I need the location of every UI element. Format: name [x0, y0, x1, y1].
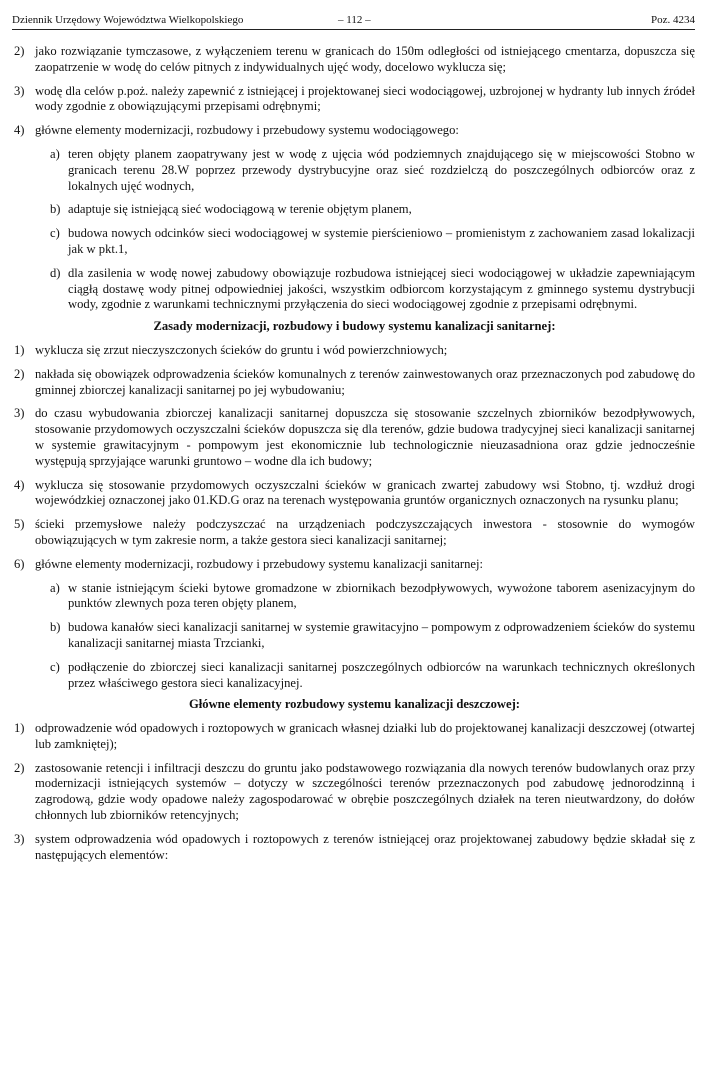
item-text: jako rozwiązanie tymczasowe, z wyłączeniem terenu w granicach do 150m odległości od istniejącego cmentarza, dopuszcza się zaopatrzenie w wodę do celów pitnych z indywidualnych ujęć wody, docelowo wyklucza się;	[35, 44, 695, 74]
item-number: 3)	[14, 406, 25, 421]
item-number: 2)	[14, 366, 25, 381]
section-heading-sanitary: Zasady modernizacji, rozbudowy i budowy systemu kanalizacji sanitarnej:	[153, 319, 556, 334]
journal-title: Dziennik Urzędowy Województwa Wielkopolskiego	[12, 14, 244, 26]
item-number: 2)	[14, 44, 25, 58]
subitem-text: budowa nowych odcinków sieci wodociągowej w systemie pierścieniowo – promienistym z zachowaniem zasad lokalizacji jak w pkt.1,	[68, 226, 695, 256]
item-text: system odprowadzenia wód opadowych i roztopowych z terenów istniejącej oraz projektowanej zabudowy będzie składał się z następujących elementów:	[35, 831, 695, 862]
sub-list-item	[14, 660, 695, 692]
sub-list-item	[14, 266, 695, 313]
item-text: do czasu wybudowania zbiorczej kanalizacji sanitarnej dopuszcza się stosowanie szczelnych zbiorników bezodpływowych, stosowanie przydomowych oczyszczalni ścieków dopuszcza się dla terenów, gdzie budowa tradycyjnej sieci kanalizacji sanitarnej w systemie grawitacyjnym - pompowym jest ekonomicznie lub technologicznie nieuzasadniona oraz gdzie jednocześnie występują sprzyjające warunki gruntowo – wodne dla ich budowy;	[35, 406, 695, 468]
section-heading-storm: Główne elementy rozbudowy systemu kanalizacji deszczowej:	[188, 697, 520, 712]
item-number: 3)	[14, 83, 25, 98]
sub-list-item	[14, 620, 695, 652]
subitem-text: dla zasilenia w wodę nowej zabudowy obowiązuje rozbudowa istniejącej sieci wodociągowej w układzie zapewniającym ciągłą dostawę wody pitnej odpowiedniej jakości, wszystkim odbiorcom korzystającym z gminnego systemu dystrybucji wody, zgodnie z warunkami technicznymi przyłączenia do sieci wodociągowej zgodnie z przepisami odrębnymi.	[68, 265, 695, 312]
list-item	[14, 343, 695, 359]
page-header	[12, 11, 695, 30]
list-item	[14, 721, 695, 753]
subitem-letter: c)	[50, 226, 60, 241]
subitem-letter: b)	[50, 202, 61, 217]
item-text: wyklucza się zrzut nieczyszczonych ścieków do gruntu i wód powierzchniowych;	[35, 342, 448, 357]
item-text: nakłada się obowiązek odprowadzenia ścieków komunalnych z terenów zainwestowanych oraz przeznaczonych pod zabudowę do gminnej zbiorczej kanalizacji sanitarnej po jej wybudowaniu;	[35, 366, 695, 397]
subitem-letter: a)	[50, 146, 60, 161]
page-number: – 112 –	[338, 14, 371, 26]
list-item	[14, 478, 695, 510]
subitem-text: podłączenie do zbiorczej sieci kanalizacji sanitarnej poszczególnych odbiorców na warunkach technicznych określonych przez właściwego gestora sieci kanalizacyjnej.	[68, 659, 695, 690]
list-item	[14, 44, 695, 76]
item-text: zastosowanie retencji i infiltracji deszczu do gruntu jako podstawowego rozwiązania dla nowych terenów budowlanych oraz przy modernizacji istniejących systemów – dotyczy w szczególności terenów przeznaczonych pod zabudowę jednorodzinną i zagrodową, gdzie wody opadowe należy zagospodarować w obrębie poszczególnych działek na teren nieutwardzony, do dołów chłonnych lub zbiorników retencyjnych;	[35, 760, 695, 823]
subitem-text: w stanie istniejącym ścieki bytowe gromadzone w zbiornikach bezodpływowych, wywożone taborem asenizacyjnym do punktów zlewnych poza teren objęty planem,	[68, 580, 695, 611]
sub-list-item	[14, 581, 695, 613]
list-item	[14, 557, 695, 573]
item-number: 5)	[14, 517, 25, 532]
item-text: wodę dla celów p.poż. należy zapewnić z istniejącej i projektowanej sieci wodociągowej, uzbrojonej w hydranty lub innych źródeł wody zgodnie z obowiązującymi przepisami odrębnymi;	[35, 83, 695, 114]
document-body	[14, 44, 695, 871]
item-text: wyklucza się stosowanie przydomowych oczyszczalni ścieków w granicach zwartej zabudowy wsi Stobno, tj. wzdłuż drogi wojewódzkiej oznaczonej jako 01.KD.G oraz na terenach występowania gruntów organicznych oznaczonych na rysunku planu;	[35, 477, 695, 508]
subitem-text: budowa kanałów sieci kanalizacji sanitarnej w systemie grawitacyjno – pompowym z odprowadzeniem ścieków do systemu kanalizacji sanitarnej miasta Trzcianki,	[68, 620, 695, 650]
list-item	[14, 367, 695, 399]
item-number: 6)	[14, 556, 25, 571]
sub-list-item	[14, 226, 695, 258]
list-item	[14, 832, 695, 864]
subitem-letter: a)	[50, 580, 60, 595]
item-text: ścieki przemysłowe należy podczyszczać na urządzeniach podczyszczających inwestora - stosownie do wymogów obowiązujących w tym zakresie norm, a także gestora sieci kanalizacji sanitarnej;	[35, 517, 695, 547]
position-number: Poz. 4234	[651, 14, 695, 26]
item-number: 4)	[14, 123, 25, 138]
subitem-letter: d)	[50, 265, 61, 280]
item-number: 2)	[14, 760, 25, 775]
sub-list-item	[14, 202, 695, 218]
item-number: 4)	[14, 477, 25, 492]
list-item	[14, 517, 695, 549]
item-number: 1)	[14, 342, 25, 357]
subitem-letter: b)	[50, 620, 61, 635]
item-number: 3)	[14, 831, 25, 846]
item-text: odprowadzenie wód opadowych i roztopowych w granicach własnej działki lub do projektowanej kanalizacji deszczowej (otwartej lub zamkniętej);	[35, 721, 695, 751]
item-text: główne elementy modernizacji, rozbudowy i przebudowy systemu wodociągowego:	[35, 123, 459, 138]
list-item	[14, 84, 695, 116]
sub-list-item	[14, 147, 695, 194]
subitem-text: adaptuje się istniejącą sieć wodociągową w terenie objętym planem,	[68, 202, 412, 217]
list-item	[14, 761, 695, 824]
list-item	[14, 406, 695, 469]
item-text: główne elementy modernizacji, rozbudowy i przebudowy systemu kanalizacji sanitarnej:	[35, 556, 483, 571]
list-item	[14, 123, 695, 139]
subitem-text: teren objęty planem zaopatrywany jest w wodę z ujęcia wód podziemnych znajdującego się w miejscowości Stobno w granicach terenu 28.W poprzez przewody dystrybucyjne oraz sieć rozdzielczą do poszczególnych odbiorców oraz z lokalnych ujęć wodnych,	[68, 146, 695, 193]
item-number: 1)	[14, 721, 25, 736]
subitem-letter: c)	[50, 659, 60, 674]
